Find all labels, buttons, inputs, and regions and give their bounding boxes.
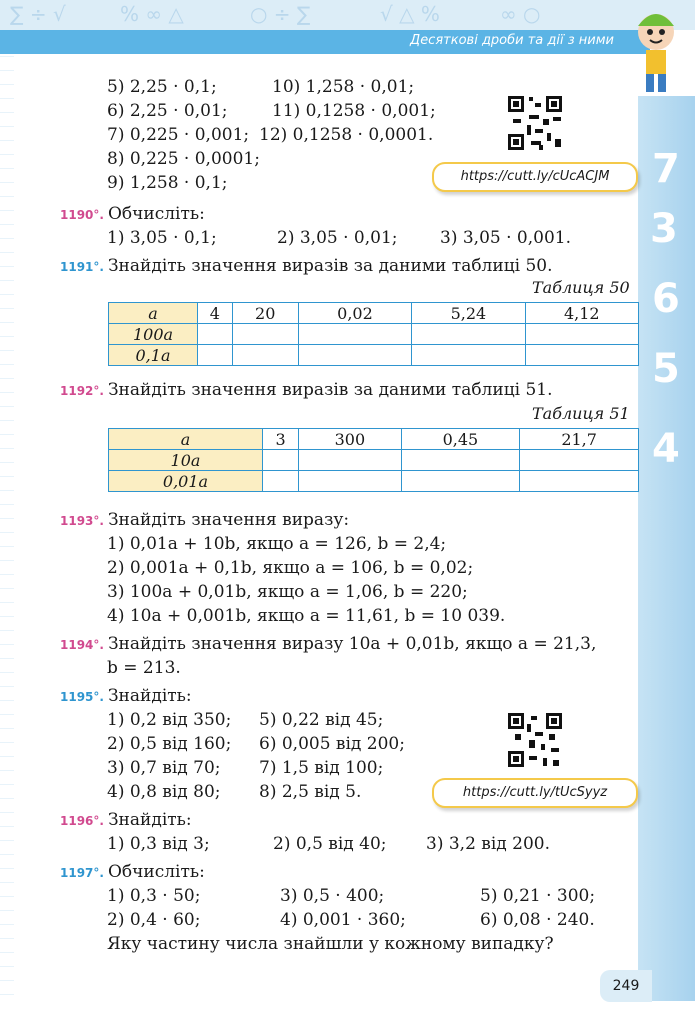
top-decor-band [0,0,695,30]
list-item: 3) 3,2 від 200. [426,834,551,854]
list-item: 8) 2,5 від 5. [259,782,362,802]
exercise-number: 1190°. [60,208,104,222]
table-caption: Таблиця 51 [532,404,630,423]
table-header-cell: 5,24 [412,303,525,324]
cartoon-kid-icon [626,2,686,94]
list-item: 4) 0,8 від 80; [107,782,221,802]
table-51 [108,428,639,492]
list-item: 3) 0,7 від 70; [107,758,221,778]
link-pill-2[interactable]: https://cutt.ly/tUcSyyz [432,778,638,808]
exercise-number: 1192°. [60,384,104,398]
digit-decor-icon: 3 [650,206,678,252]
exercise-1196-title [60,810,192,831]
doodle-icon: ∞ ○ [500,2,541,26]
list-item: 6) 2,25 · 0,01; [107,101,228,121]
list-item: 11) 0,1258 · 0,001; [272,101,436,121]
table-cell [232,324,298,345]
table-header-cell: 300 [299,429,401,450]
table-cell [263,471,299,492]
qr-code-icon[interactable] [505,710,565,770]
list-item: 5) 0,21 · 300; [480,886,596,906]
list-item: 2) 0,5 від 160; [107,734,232,754]
exercise-1194-title [60,634,596,655]
table-row-label: 10a [109,450,263,471]
table-cell [401,471,520,492]
list-item: 7) 0,225 · 0,001; [107,125,250,145]
exercise-number: 1193°. [60,514,104,528]
list-item: 7) 1,5 від 100; [259,758,384,778]
table-header-cell: a [109,303,198,324]
table-cell [520,450,639,471]
table-row-label: 0,01a [109,471,263,492]
list-item: 6) 0,005 від 200; [259,734,405,754]
table-cell [299,471,401,492]
doodle-icon: ∑ ÷ √ [10,2,66,26]
exercise-text: Знайдіть значення виразу 10a + 0,01b, якщо a = 21,3, [107,634,597,654]
chapter-title: Десяткові дроби та дії з ними [410,33,614,48]
list-item: 3) 3,05 · 0,001. [440,228,571,248]
table-cell [263,450,299,471]
list-item: 4) 0,001 · 360; [280,910,406,930]
exercise-1191-title [60,256,553,277]
table-cell [198,345,233,366]
qr-code-icon[interactable] [505,93,565,153]
list-item: 2) 0,001a + 0,1b, якщо a = 106, b = 0,02; [107,558,474,578]
list-item: 4) 10a + 0,001b, якщо a = 11,61, b = 10 039. [107,606,506,626]
list-item: 10) 1,258 · 0,01; [272,77,415,97]
list-item: 12) 0,1258 · 0,0001. [259,125,434,145]
exercise-text: Знайдіть значення виразу: [107,510,350,530]
list-item: 5) 2,25 · 0,1; [107,77,217,97]
exercise-question: Яку частину числа знайшли у кожному випадку? [107,934,554,954]
table-cell [525,345,638,366]
exercise-number: 1194°. [60,638,104,652]
exercise-number: 1197°. [60,866,104,880]
exercise-text: Знайдіть значення виразів за даними таблиці 50. [107,256,553,276]
table-cell [232,345,298,366]
exercise-text: Знайдіть: [107,810,192,830]
table-cell [412,324,525,345]
list-item: 1) 0,3 · 50; [107,886,201,906]
exercise-text: Обчисліть: [107,204,205,224]
list-item: 3) 0,5 · 400; [280,886,385,906]
exercise-number: 1195°. [60,690,104,704]
exercise-text-continued: b = 213. [107,658,181,678]
list-item: 9) 1,258 · 0,1; [107,173,228,193]
exercise-1197-title [60,862,205,883]
list-item: 1) 0,01a + 10b, якщо a = 126, b = 2,4; [107,534,447,554]
digit-decor-icon: 6 [652,276,680,322]
digit-decor-icon: 4 [652,426,680,472]
table-caption: Таблиця 50 [532,278,630,297]
doodle-icon: √ △ % [380,2,440,26]
list-item: 6) 0,08 · 240. [480,910,595,930]
right-decor-bar [638,96,695,1001]
digit-decor-icon: 7 [652,146,680,192]
list-item: 1) 3,05 · 0,1; [107,228,217,248]
list-item: 8) 0,225 · 0,0001; [107,149,260,169]
table-header-cell: 0,45 [401,429,520,450]
table-header-cell: 3 [263,429,299,450]
table-header-cell: 21,7 [520,429,639,450]
exercise-1192-title [60,380,553,401]
list-item: 1) 0,2 від 350; [107,710,232,730]
table-cell [401,450,520,471]
exercise-number: 1191°. [60,260,104,274]
list-item: 2) 0,5 від 40; [273,834,387,854]
list-item: 1) 0,3 від 3; [107,834,210,854]
list-item: 2) 0,4 · 60; [107,910,201,930]
table-row-label: 100a [109,324,198,345]
list-item: 3) 100a + 0,01b, якщо a = 1,06, b = 220; [107,582,468,602]
exercise-text: Знайдіть значення виразів за даними таблиці 51. [107,380,553,400]
digit-decor-icon: 5 [652,346,680,392]
exercise-1195-title [60,686,192,707]
chapter-header [0,30,650,54]
table-cell [299,450,401,471]
table-cell [412,345,525,366]
exercise-1193-title [60,510,349,531]
table-header-cell: 4,12 [525,303,638,324]
table-header-cell: 4 [198,303,233,324]
page-number: 249 [600,970,652,1002]
table-header-cell: 0,02 [298,303,411,324]
table-50 [108,302,639,366]
table-cell [525,324,638,345]
table-cell [298,345,411,366]
table-header-cell: a [109,429,263,450]
list-item: 2) 3,05 · 0,01; [277,228,398,248]
table-cell [298,324,411,345]
doodle-icon: % ∞ △ [120,2,184,26]
table-row-label: 0,1a [109,345,198,366]
list-item: 5) 0,22 від 45; [259,710,384,730]
table-header-cell: 20 [232,303,298,324]
exercise-1190-title [60,204,205,225]
exercise-number: 1196°. [60,814,104,828]
exercise-text: Знайдіть: [107,686,192,706]
doodle-icon: ○ ÷ ∑ [250,2,311,26]
link-pill-1[interactable]: https://cutt.ly/cUcACJM [432,162,638,192]
table-cell [520,471,639,492]
left-grid-decor [0,56,14,1001]
table-cell [198,324,233,345]
exercise-text: Обчисліть: [107,862,205,882]
